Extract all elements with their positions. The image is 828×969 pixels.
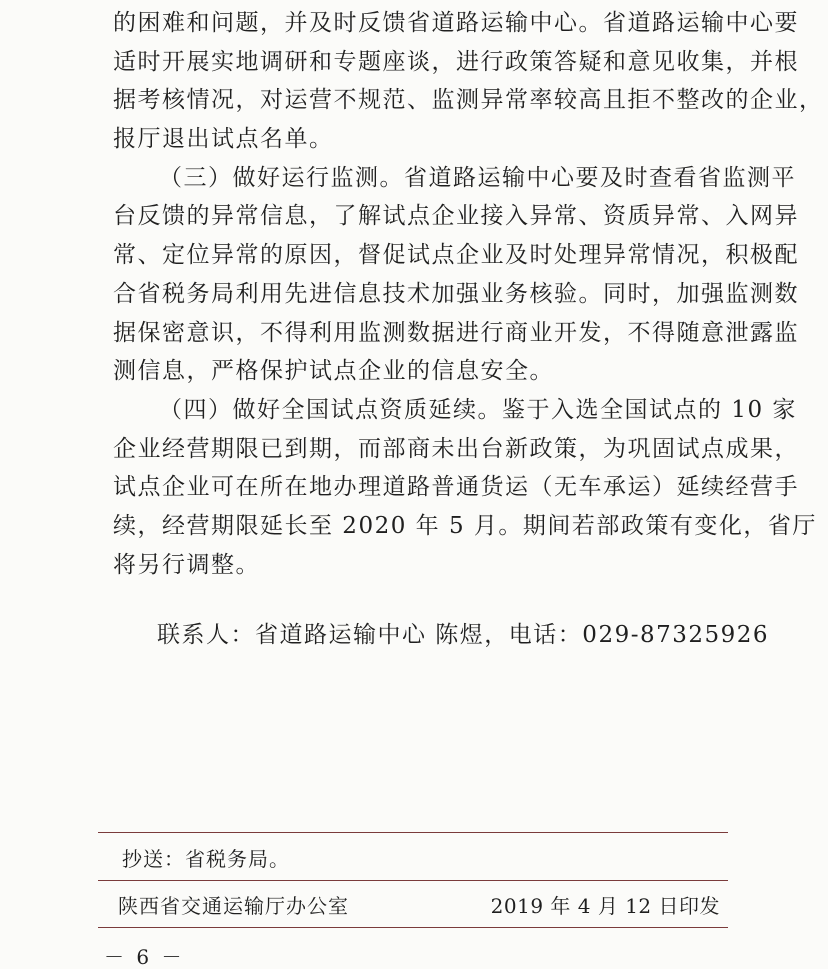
footer-middle-rule [98,880,728,881]
paragraph-line: 报厅退出试点名单。 [113,126,334,153]
paragraph-line: 常、定位异常的原因，督促试点企业及时处理异常情况，积极配 [113,242,799,269]
paragraph-line: 将另行调整。 [113,551,260,578]
paragraph-line: 续，经营期限延长至 2020 年 5 月。期间若部政策有变化，省厅 [113,512,817,539]
paragraph-line: （四）做好全国试点资质延续。鉴于入选全国试点的 10 家 [159,396,797,423]
page-number: － 6 － [104,945,185,969]
paragraph-line: 台反馈的异常信息，了解试点企业接入异常、资质异常、入网异 [113,203,799,230]
paragraph-line: 合省税务局利用先进信息技术加强业务核验。同时，加强监测数 [113,280,799,307]
paragraph-line: 据考核情况，对运营不规范、监测异常率较高且拒不整改的企业， [113,87,824,114]
cc-line: 抄送：省税务局。 [122,847,290,871]
contact-line: 联系人：省道路运输中心 陈煜，电话：029-87325926 [157,622,770,648]
footer-bottom-rule [98,927,728,928]
issuing-office: 陕西省交通运输厅办公室 [118,894,349,918]
footer-top-rule [98,832,728,833]
paragraph-line: 测信息，严格保护试点企业的信息安全。 [113,358,554,385]
paragraph-line: 的困难和问题，并及时反馈省道路运输中心。省道路运输中心要 [113,10,799,36]
paragraph-line: 企业经营期限已到期，而部商未出台新政策，为巩固试点成果， [113,435,799,462]
paragraph-line: 据保密意识，不得利用监测数据进行商业开发，不得随意泄露监 [113,319,799,346]
paragraph-line: 试点企业可在所在地办理道路普通货运（无车承运）延续经营手 [113,474,799,501]
print-date: 2019 年 4 月 12 日印发 [490,894,720,918]
body-text [113,4,824,584]
paragraph-line: （三）做好运行监测。省道路运输中心要及时查看省监测平 [159,164,796,191]
paragraph-line: 适时开展实地调研和专题座谈，进行政策答疑和意见收集，并根 [113,48,799,75]
